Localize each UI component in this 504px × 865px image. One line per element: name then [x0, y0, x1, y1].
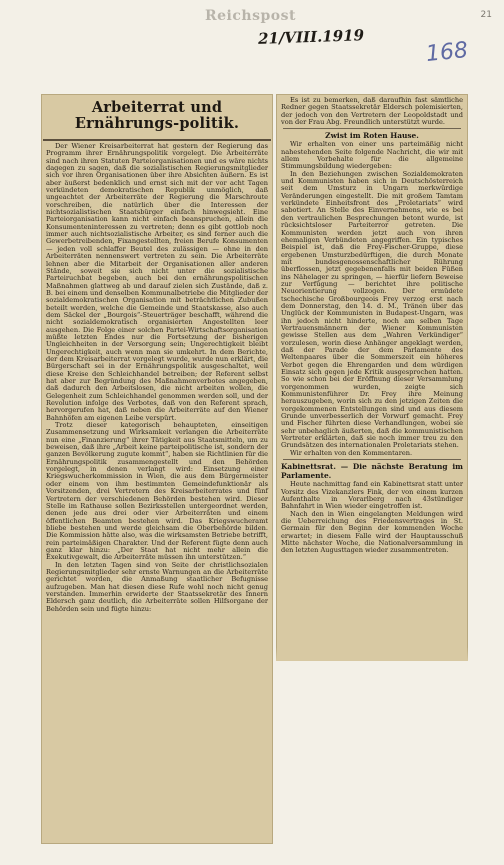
article-title: Arbeiterrat und Ernährungs-politik.: [74, 99, 240, 132]
article-paragraph: Heute nachmittag fand ein Kabinettsrat statt unter Vorsitz des Vizekanzlers Fink, der von einem kurzen Aufenthalte in Vorarlberg nach 43stündiger Bahnfahrt in Wien wieder eingetroffen ist.: [281, 480, 463, 511]
headline-kabinettsrat: Kabinettsrat. — Die nächste Beratung im Parlamente.: [281, 462, 463, 481]
article-paragraph: Trotz dieser kategorisch behaupteten, einseitigen Zusammensetzung und Wirksamkeit verlangen die Arbeiterräte nun eine „Finanzierung“ ihrer Tätigkeit aus Staatsmitteln, um zu beweisen, daß ihre „Arbeit keine parteipolitische ist, sondern der ganzen Bevölkerung zugute kommt“, haben sie Richtlinien für die Ernährungspolitik zusammengestellt und den Behörden vorgelegt, in denen verlangt wird: Einsetzung einer Kriegswucherkommission in Wien, die aus dem Bürgermeister oder einem von ihm bestimmten Gemeindefunktionär als Vorsitzenden, drei Vertretern des Kreisarbeiterrates und fünf Vertretern der verschiedenen Behörden bestehen wird. Dieser Stelle im Rathause sollen Bezirksstellen untergeordnet werden, denen jede aus drei oder vier Arbeiterräten und einem öffentlichen Beamten bestehen wird. Das Kriegswucheramt bliebe bestehen und werde gleichsam die Oberbehörde bilden. Die Kommission hätte also, was die wirksamsten Betriebe betrifft, rein parteimäßigen Charakter. Und der Referent fügte denn auch ganz klar hinzu: „Der Staat hat nicht mehr allein die Exekutivgewalt, die Arbeiterräte müssen ihn unterstützen.“: [46, 421, 268, 562]
right-body: [276, 97, 468, 555]
clipping-edge: [276, 647, 468, 661]
title-rule: [43, 139, 271, 141]
archive-number: 168: [424, 37, 470, 68]
newspaper-source-stamp: Reichspost: [205, 8, 296, 24]
clipping-left: [41, 94, 273, 844]
headline-zwist: Zwist im Roten Hause.: [325, 131, 419, 141]
article-paragraph: Wir erhalten von einer uns parteimäßig nicht nahestehenden Seite folgende Nachricht, die wir mit allem Vorbehalte für die allgemeine Stimmungsbildung wiedergeben:: [281, 140, 463, 171]
article-paragraph: In den letzten Tagen sind von Seite der christlichsozialen Regierungsmitglieder sehr ernste Warnungen an die Arbeiterräte gerichtet worden, die Anmaßung staatlicher Befugnisse aufzugeben. Man hat diesen diese Rufe wohl noch nicht genug verstanden. Immerhin erwiderte der Staatssekretär des Innern Eldersch ganz deutlich, die Arbeiterräte sollen Hilfsorgane der Behörden sein und fügte hinzu:: [46, 560, 268, 613]
article-paragraph: In den Beziehungen zwischen Sozialdemokraten und Kommunisten haben sich in Deutschösterreich seit dem Umsturz in Ungarn merkwürdige Veränderungen eingestellt. Die mit großem Tamtam verkündete Einheitsfront des „Proletariats“ wird sabotiert. An Stelle des Einvernehmens, wie es bei den vertraulichen Besprechungen betont wurde, ist rücksichtsloser Parteiterror getreten. Die Kommunisten werden jetzt auch von ihren ehemaligen Verbündeten angegriffen. Ein typisches Beispiel ist, daß die Frey-Fischer-Gruppe, diese ergebenen Umsturzbedürftigen, die durch Monate mit bundesgenossenschaftlicher Rührung überflossen, jetzt gegebenenfalls mit beiden Füßen ins Nähelager zu springen, — hierfür liefern Beweise zur Verfügung — berichtet ihre politische Neuorientierung vollzogen. Der ermüdete tschechische Großbourgeois Frey verzog erst nach dem Donnerstag, den 14. d. M., Tränen über das Unglück der Kommunisten in Budapest-Ungarn, was ihn jedoch nicht hinderte, noch am selben Tage Vertrauensmännern der Wiener Kommunisten gewisse Stellen aus dem „Wahren Verkündiger“ vorzulesen, worin diese Anhänger angeklagt werden, daß der Parade der dem Parlamente des Weltenpaares über die Sommerszeit ein höheres Verbot gegen die Ehrengarden und dem würdigen Einsatz sich gegen jede Kritik ausgesprochen hatten. So wie schon bei der Eröffnung dieser Versammlung vorgenommen wurden, zeigte sich Kommunistenführer Dr. Frey ihre Meinung herauszugeben, worin sich zu den jetzigen Zeiten die vorgekommenen Entstellungen sind und aus diesem Grunde unverbesserlich der Vorwurf gemacht. Frey und Fischer führten diese Verhandlungen, wobei sie sehr unbehaglich äußerten, daß die kommunistischen Vertreter erklärten, daß sie noch immer treu zu den Grundsätzen des internationalen Proletariats stehen.: [281, 169, 463, 450]
corner-page-mark: 21: [480, 10, 492, 20]
handwritten-date: 21/VIII.1919: [257, 26, 365, 48]
article-body: [41, 143, 273, 613]
intro-paragraph: Es ist zu bemerken, daß daraufhin fast sämtliche Redner gegen Staatssekretär Eldersch polemisierten, der jedoch von den Vertretern der Leopoldstadt und von der Frau Abg. Freundlich unterstützt wurde.: [281, 96, 463, 127]
clipping-right: [276, 94, 468, 661]
article-paragraph: Wir erhalten von den Kommentaren.: [290, 448, 413, 457]
article-paragraph: Der Wiener Kreisarbeiterrat hat gestern der Regierung das Programm ihrer Ernährungspolitik vorgelegt. Die Arbeiterräte sind nach ihren Statuten Parteiorganisationen und es wäre nichts dagegen zu sagen, daß die sozialistischen Regierungsmitglieder sich vor ihren Organisationen über ihre Absichten äußern. Es ist aber äußerst bedenklich und ernst sich mit der vor acht Tagen verkündeten demokratischen Republik unmöglich, daß ungeachtet der Arbeiterräte der Regierung die Marschroute vorschreiben, die natürlich über die Interessen der nichtsozialistischen Staatsbürger einfach hinwegsieht. Eine Parteiorganisation kann nicht einfach beanspruchen, allein die Konsumenteninteressen zu vertreten; denn es gibt gottlob noch immer auch nichtsozialistische Arbeiter, es sind ferner auch die Gewerbetreibenden, Fixangestellten, freien Berufe Konsumenten — jeden voll schlaffer Beutel des zulässigen — ohne in den Arbeiterräten nennenswert vertreten zu sein. Die Arbeiterräte lehnen aber die Mitarbeit der Organisationen aller anderen Stände, soweit sie sich nicht unter die sozialistische Parteiruchbat begeben, auch bei den ernährungspolitischen Maßnahmen glattweg ab und darauf zielen sich Zustände, daß z. B. bei einem und denselben Kommunalbetriebe die Mitglieder der sozialdemokratischen Organisation mit beträchtlichen Zubußen beteilt werden, welche die Gemeinde und Staatskasse, also auch dem Säckel der „Bourgois“-Steuerträger beschafft, während die nicht sozialdemokratisch organisierten Angestellten leer ausgehen. Die Folge einer solchen Partei-Wirtschaftsorganisation müßte letzten Endes nur die Fortsetzung der bisherigen Ungleichheiten in der Versorgung sein; Ungerechtigkeit bleibt Ungerechtigkeit, auch wenn man sie umkehrt. In dem Berichte, der dem Kreisarbeiterrat vorgelegt wurde, wurde nun erklärt, die Bürgerschaft sei in der Ernährungspolitik ausgeschaltet, weil diese Kreise den Schleichhandel betreiben; der Referent selbst hat aber zur Begründung des Maßnahmenverbotes angegeben, daß dadurch den Arbeitslosen, die nicht arbeiten wollen, die Gelegenheit zum Schleichhandel genommen werden soll, und der Revolution infolge des Verbotes, daß von den Referent sprach, hervorgerufen hat, daß neben die Arbeiterräte auf den Wiener Bahnhöfen am eigenen Leibe verspürt.: [46, 142, 268, 422]
section-rule: [283, 459, 461, 460]
article-paragraph: Nach den in Wien eingelangten Meldungen wird die Ueberreichung des Friedensvertrages in St. Germain für den Beginn der kommenden Woche erwartet; in diesem Falle wird der Hauptausschuß Mitte nächster Woche, die Nationalversammlung in den letzten Augusttagen wieder zusammentreten.: [281, 509, 463, 555]
section-rule: [283, 128, 461, 129]
